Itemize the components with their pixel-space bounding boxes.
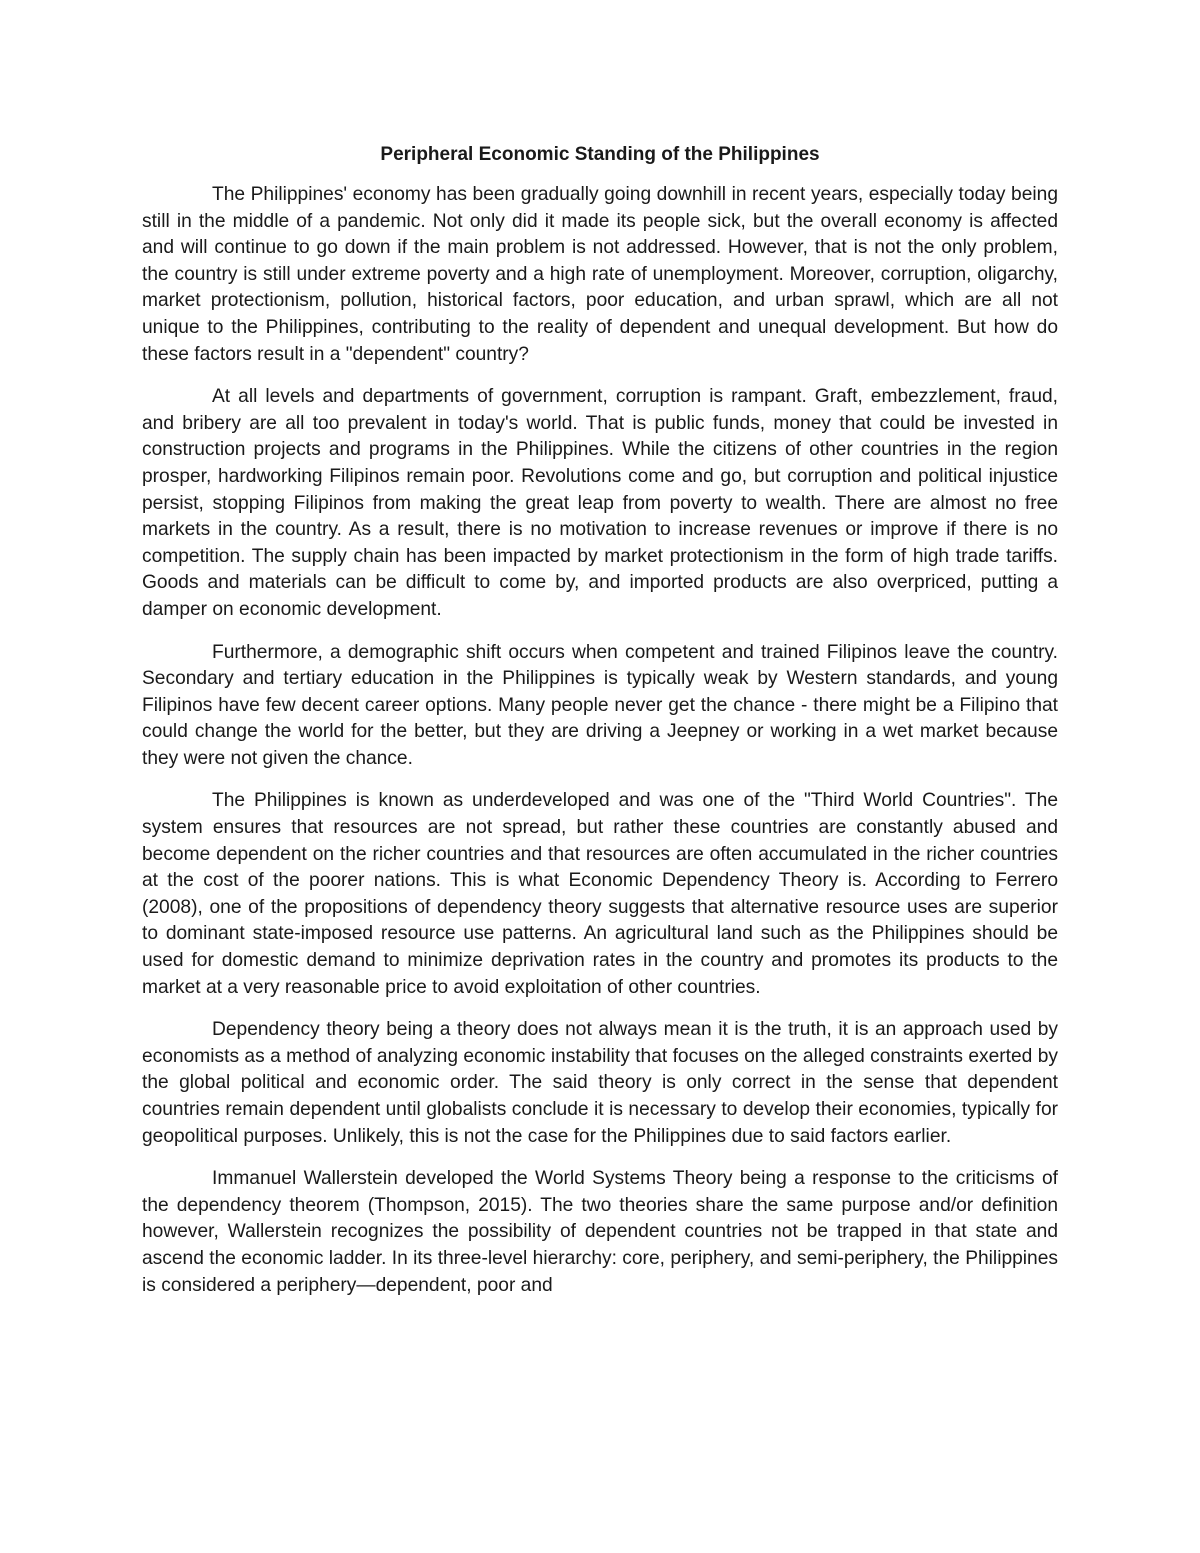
paragraph-intro: The Philippines' economy has been gradually going downhill in recent years, especially today being still in the middle of a pandemic. Not only did it made its people sick, but the overall economy is affected and will continue to go down if the main problem is not addressed. However, that is not the only problem, the country is still under extreme poverty and a high rate of unemployment. Moreover, corruption, oligarchy, market protectionism, pollution, historical factors, poor education, and urban sprawl, which are all not unique to the Philippines, contributing to the reality of dependent and unequal development. But how do these factors result in a "dependent" country? <box>142 184 1058 365</box>
paragraph-brain-drain: Furthermore, a demographic shift occurs when competent and trained Filipinos leave the country. Secondary and tertiary education in the Philippines is typically weak by Western standards, and young Filipinos have few decent career options. Many people never get the chance - there might be a Filipino that could change the world for the better, but they are driving a Jeepney or working in a wet market because they were not given the chance. <box>142 641 1058 769</box>
document-title: Peripheral Economic Standing of the Philippines <box>380 144 820 165</box>
paragraph-dependency-theory: The Philippines is known as underdeveloped and was one of the "Third World Countries". The system ensures that resources are not spread, but rather these countries are constantly abused and become dependent on the richer countries and that resources are often accumulated in the richer countries at the cost of the poorer nations. This is what Economic Dependency Theory is. According to Ferrero (2008), one of the propositions of dependency theory suggests that alternative resource uses are superior to dominant state-imposed resource use patterns. An agricultural land such as the Philippines should be used for domestic demand to minimize deprivation rates in the country and promotes its products to the market at a very reasonable price to avoid exploitation of other countries. <box>142 790 1058 998</box>
paragraph-world-systems: Immanuel Wallerstein developed the World Systems Theory being a response to the criticisms of the dependency theorem (Thompson, 2015). The two theories share the same purpose and/or definition however, Wallerstein recognizes the possibility of dependent countries not be trapped in that state and ascend the economic ladder. In its three-level hierarchy: core, periphery, and semi-periphery, the Philippines is considered a periphery—dependent, poor and <box>142 1168 1058 1296</box>
paragraph-theory-critique: Dependency theory being a theory does not always mean it is the truth, it is an approach used by economists as a method of analyzing economic instability that focuses on the alleged constraints exerted by the global political and economic order. The said theory is only correct in the sense that dependent countries remain dependent until globalists conclude it is necessary to develop their economies, typically for geopolitical purposes. Unlikely, this is not the case for the Philippines due to said factors earlier. <box>142 1019 1058 1147</box>
document-body <box>142 142 1058 1315</box>
paragraph-corruption: At all levels and departments of government, corruption is rampant. Graft, embezzlement, fraud, and bribery are all too prevalent in today's world. That is public funds, money that could be invested in construction projects and programs in the Philippines. While the citizens of other countries in the region prosper, hardworking Filipinos remain poor. Revolutions come and go, but corruption and political injustice persist, stopping Filipinos from making the great leap from poverty to wealth. There are almost no free markets in the country. As a result, there is no motivation to increase revenues or improve if there is no competition. The supply chain has been impacted by market protectionism in the form of high trade tariffs. Goods and materials can be difficult to come by, and imported products are also overpriced, putting a damper on economic development. <box>142 386 1058 620</box>
